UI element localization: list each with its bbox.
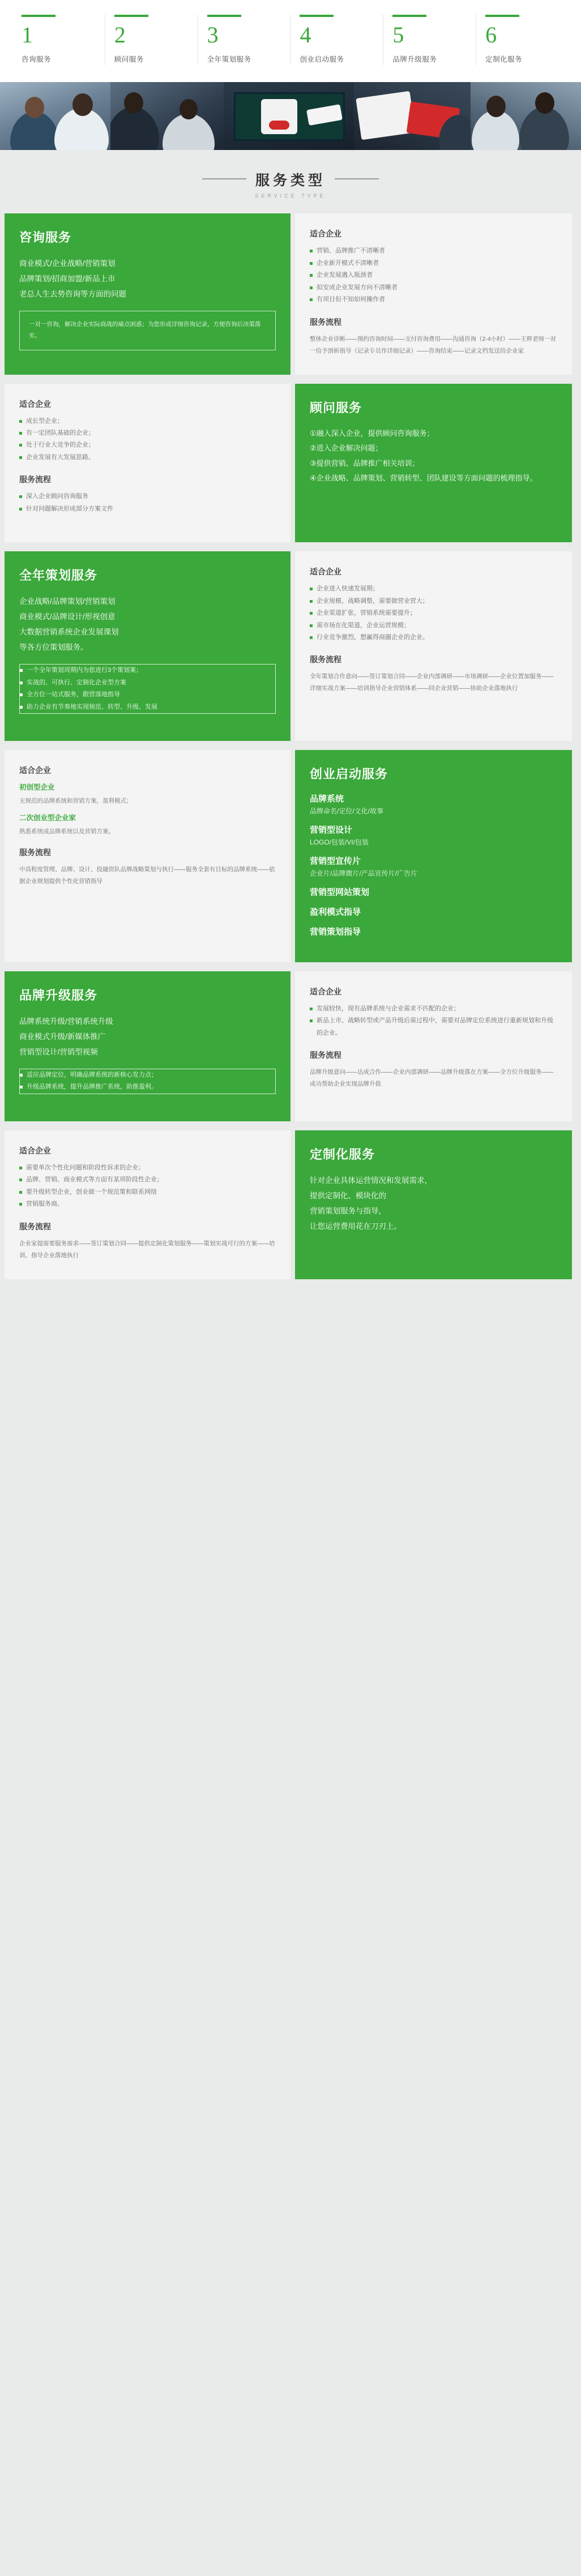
step-item	[198, 15, 290, 65]
service-block-advisor	[0, 384, 581, 543]
step-label: 品牌升级服务	[392, 55, 437, 63]
startup-item	[310, 824, 557, 847]
upgrade-lead-line: 营销型设计/营销型视频	[19, 1047, 98, 1056]
startup-item	[310, 925, 557, 937]
startup-item-key: 营销型设计	[310, 825, 353, 835]
list-item: ②进入企业解决问题；	[310, 444, 383, 453]
upgrade-highlight-box	[19, 1069, 276, 1094]
advisor-main-panel	[295, 384, 572, 543]
list-item: 有项目但不知如何操作者	[310, 294, 557, 306]
custom-lead-line: 让您运营费用花在刀刃上。	[310, 1221, 401, 1231]
custom-lead-line: 营销策划服务与指导，	[310, 1206, 386, 1215]
step-item	[383, 15, 476, 65]
flow-line: 中高程度管理、品牌、设计、投融资队品牌战略策划与执行——服务全套有目标的品牌系统——依据企业规划提供个性化营销指导	[19, 865, 275, 885]
fit-heading: 适合企业	[19, 1146, 51, 1155]
list-item: 企业发展有大发展思路。	[19, 452, 276, 464]
step-item	[476, 15, 569, 65]
flow-line: 整体企业诊断——预约咨询时间——支付咨询费用——沟通咨询（2-4小时）——王辉老师一对一给予剖析指导（记录专员作详细记录）——咨询结束——记录文档发送给企业家	[310, 335, 557, 354]
step-number: 3	[207, 22, 219, 48]
upgrade-lead-line: 品牌系统升级/营销系统升级	[19, 1017, 113, 1026]
annual-fit-list	[310, 583, 557, 644]
startup-item	[310, 855, 557, 878]
list-item: 全方位一站式服务，跟营落地指导	[20, 689, 275, 701]
custom-title: 定制化服务	[310, 1147, 375, 1161]
upgrade-title: 品牌升级服务	[19, 988, 98, 1002]
list-item: 企业发展遇入瓶颈者	[310, 269, 557, 281]
consult-lead-line: 老总人生去势咨询等方面的问题	[19, 290, 126, 299]
step-label: 顾问服务	[114, 55, 144, 63]
list-item: 升级品牌系统，提升品牌推广系统，助推盈利。	[20, 1081, 275, 1093]
fit-heading: 适合企业	[310, 567, 341, 577]
step-item	[12, 15, 105, 65]
list-item: 企业新开模式不清晰者	[310, 258, 557, 269]
page-bottom-spacer	[0, 1288, 581, 1305]
annual-lead	[19, 594, 276, 655]
list-item: 需要单次个性化问题和阶段性诉求的企业；	[19, 1162, 276, 1174]
startup-item-value: 品牌命名/定位/文化/故事	[310, 807, 384, 815]
list-item: ①融入深入企业，提供顾问咨询服务；	[310, 428, 434, 438]
consult-main-panel	[5, 213, 290, 374]
upgrade-main-panel	[5, 971, 290, 1121]
list-item: 企业渠道扩张，营销系统需要提升；	[310, 607, 557, 619]
step-item	[105, 15, 198, 65]
startup-title: 创业启动服务	[310, 766, 388, 781]
custom-flow	[19, 1238, 276, 1262]
consult-side-panel	[295, 213, 572, 374]
step-label: 创业启动服务	[300, 55, 344, 63]
startup-fit-note-1: 无规范的品牌系统和营销方案，盈利模式；	[19, 797, 133, 804]
hero-photo-5	[471, 82, 581, 150]
consult-flow	[310, 333, 557, 357]
flow-heading: 服务流程	[19, 1221, 51, 1231]
section-title-wrap	[0, 150, 581, 213]
fit-heading: 适合企业	[19, 765, 51, 775]
annual-lead-line: 大数据营销系统企业发展课划	[19, 628, 119, 637]
custom-lead-line: 针对企业具体运营情况和发展需求，	[310, 1176, 432, 1185]
step-number: 2	[114, 22, 126, 48]
advisor-flow-list	[19, 491, 276, 515]
annual-lead-line: 商业模式/品牌设计/形视创意	[19, 612, 116, 622]
list-item: 助力企业有节奏地实现规范、转型、升级、发展	[20, 701, 275, 713]
list-item: 拟安成企业发展方向不清晰者	[310, 282, 557, 294]
step-accent-bar	[300, 15, 334, 17]
step-number: 4	[300, 22, 311, 48]
flow-line: 企业家提需要服务需求——签订策划合同——提供定制化策划服务——策划实战可行的方案——培训、指导企业落地执行	[19, 1240, 275, 1259]
startup-fit-type-1: 初创型企业	[19, 783, 55, 791]
upgrade-lead	[19, 1014, 276, 1060]
startup-item-key: 盈利模式指导	[310, 907, 361, 917]
startup-item	[310, 906, 557, 918]
annual-flow	[310, 671, 557, 695]
service-block-annual	[0, 551, 581, 741]
list-item: 处于行业大竞争的企业；	[19, 439, 276, 451]
advisor-side-panel	[5, 384, 290, 543]
startup-item-value: 企业片/品牌微片/产品宣传片/广告片	[310, 869, 418, 877]
flow-heading: 服务流程	[19, 847, 51, 857]
flow-line: 品牌升级意向——达成合作——企业内部调研——品牌升级落在方案——全方位升级服务——成功帮助企业实现品牌升值	[310, 1069, 554, 1088]
fit-heading: 适合企业	[19, 399, 51, 409]
fit-heading: 适合企业	[310, 987, 341, 996]
service-block-upgrade	[0, 971, 581, 1121]
flow-heading: 服务流程	[310, 655, 341, 665]
startup-item-value: LOGO/包装/VI/包装	[310, 838, 369, 846]
step-accent-bar	[114, 15, 148, 17]
hero-photo-1	[0, 82, 110, 150]
list-item: 要升级转型企业，创业做一个规范策和联系网络	[19, 1186, 276, 1198]
startup-item-key: 品牌系统	[310, 794, 344, 804]
startup-item-key: 营销策划指导	[310, 927, 361, 937]
advisor-fit-list	[19, 415, 276, 464]
consult-note-box: 一对一咨询，解决企业实际商战的痛点困惑；为您形成详细咨询记录，方便咨询后决策落实。	[19, 311, 276, 350]
step-number: 6	[485, 22, 497, 48]
custom-fit-list	[19, 1162, 276, 1211]
startup-item-key: 营销型宣传片	[310, 856, 361, 866]
list-item: 针对问题解决形成部分方案文件	[19, 503, 276, 515]
annual-title: 全年策划服务	[19, 568, 98, 583]
startup-fit-note-2: 熟悉系统或品牌系统以及营销方案。	[19, 828, 114, 835]
fit-heading: 适合企业	[310, 229, 341, 239]
advisor-title: 顾问服务	[310, 400, 362, 415]
upgrade-flow	[310, 1066, 557, 1090]
list-item: 营销、品牌推广不清晰者	[310, 245, 557, 257]
list-item: 企业规模、战略调整，需要做营业营大；	[310, 595, 557, 607]
custom-lead-line: 提供定制化、模块化的	[310, 1191, 386, 1200]
hero-photo-4	[354, 82, 471, 150]
hero-photo-band	[0, 82, 581, 150]
list-item: ③提供营销、品牌推广相关培训；	[310, 458, 420, 468]
step-accent-bar	[392, 15, 426, 17]
startup-fit-type-2: 二次创业型企业家	[19, 814, 76, 822]
startup-flow	[19, 864, 276, 888]
hero-photo-3	[224, 82, 354, 150]
custom-main-panel	[295, 1130, 572, 1279]
step-number: 1	[22, 22, 33, 48]
upgrade-fit-list	[310, 1003, 557, 1039]
list-item: 适应品牌定位，明确品牌系统的新核心发力点；	[20, 1069, 275, 1081]
annual-side-panel	[295, 551, 572, 741]
startup-side-panel	[5, 750, 290, 962]
startup-item-key: 营销型网站策划	[310, 887, 370, 897]
list-item: ④企业战略、品牌策划、营销转型、团队建设等方面问题的梳理指导。	[310, 474, 537, 483]
custom-side-panel	[5, 1130, 290, 1279]
step-label: 咨询服务	[22, 55, 52, 63]
list-item: 企业进入快速发展期；	[310, 583, 557, 595]
consult-lead-line: 品牌策划/招商加盟/新品上市	[19, 275, 116, 284]
flow-heading: 服务流程	[310, 317, 341, 327]
annual-main-panel	[5, 551, 290, 741]
custom-lead	[310, 1173, 557, 1234]
annual-lead-line: 企业战略/品牌策划/营销策划	[19, 597, 116, 606]
service-block-custom	[0, 1130, 581, 1279]
list-item: 实战的、可执行、定制化企业型方案	[20, 677, 275, 689]
step-label: 全年策划服务	[207, 55, 251, 63]
section-subtitle: SERVICE TYPE	[255, 193, 326, 199]
list-item: 有一定团队基础的企业；	[19, 427, 276, 439]
steps-strip	[0, 0, 581, 82]
consult-lead	[19, 256, 276, 302]
annual-lead-line: 等各方位策划服务。	[19, 643, 88, 652]
advisor-numbered-list	[310, 426, 557, 487]
list-item: 发展较快，现有品牌系统与企业需求不匹配的企业；	[310, 1003, 557, 1015]
list-item: 品牌、营销、商业模式等方面有某项阶段性企业；	[19, 1174, 276, 1186]
page-title: 服务类型	[243, 169, 338, 190]
upgrade-lead-line: 商业模式升级/新媒体推广	[19, 1032, 106, 1041]
hero-photo-2	[110, 82, 224, 150]
startup-main-panel	[295, 750, 572, 962]
list-item: 行业竞争激烈，想赢得商圈企业的企业。	[310, 632, 557, 644]
step-accent-bar	[207, 15, 241, 17]
startup-item	[310, 792, 557, 816]
list-item: 成长型企业；	[19, 415, 276, 427]
list-item: 需市场在化渠道，企业运营规模；	[310, 620, 557, 632]
startup-item	[310, 886, 557, 898]
list-item: 一个全年策划周期内为您进行3个策划案；	[20, 665, 275, 676]
step-item	[290, 15, 383, 65]
flow-line: 全年策划合作意向——签订策划合同——企业内部调研——市场调研——企业位置加服务——详细实战方案——培训指导企业营销体系——同企业营销——协助企业落地执行	[310, 673, 554, 692]
step-number: 5	[392, 22, 404, 48]
service-block-startup	[0, 750, 581, 962]
service-block-consult	[0, 213, 581, 374]
consult-lead-line: 商业模式/企业战略/营销策划	[19, 259, 116, 268]
annual-highlight-box	[19, 664, 276, 714]
list-item: 新品上市、战略转型或产品升级后需过程中，需要对品牌定位系统进行重新规划和升级的企业。	[310, 1015, 557, 1039]
step-label: 定制化服务	[485, 55, 523, 63]
step-accent-bar	[22, 15, 55, 17]
list-item: 深入企业顾问咨询服务	[19, 491, 276, 503]
upgrade-side-panel	[295, 971, 572, 1121]
flow-heading: 服务流程	[310, 1051, 341, 1060]
list-item: 营销服务商。	[19, 1198, 276, 1210]
step-accent-bar	[485, 15, 519, 17]
consult-title: 咨询服务	[19, 230, 72, 245]
consult-fit-list	[310, 245, 557, 306]
flow-heading: 服务流程	[19, 475, 51, 485]
